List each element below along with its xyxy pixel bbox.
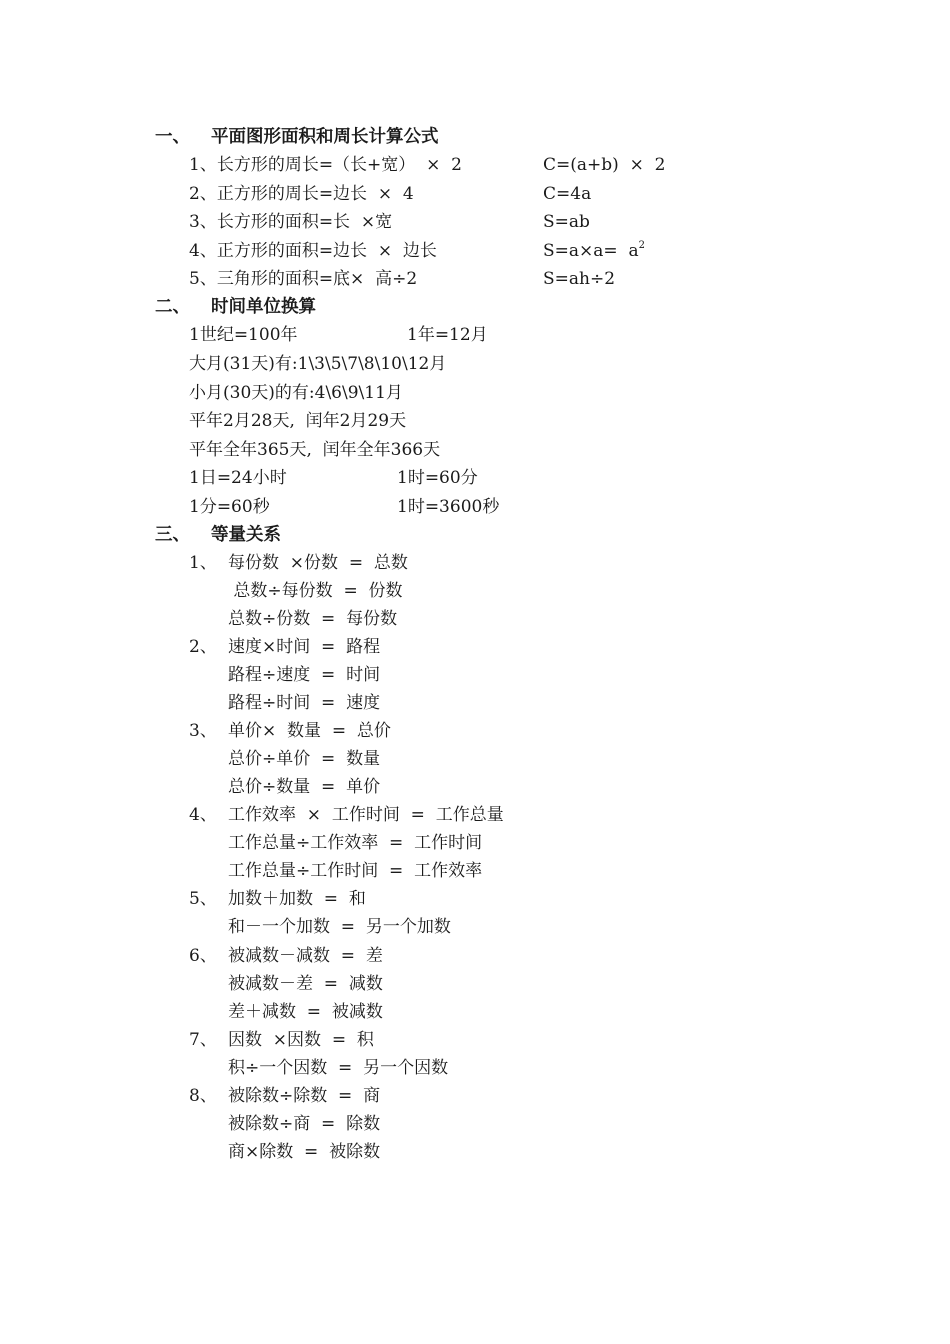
formula-text: 2、正方形的周长=边长 × 4	[189, 184, 414, 204]
section-number: 一、	[155, 127, 190, 147]
formula-text: 5、三角形的面积=底× 高÷2	[189, 269, 418, 289]
time-line: 1分=60秒	[189, 497, 270, 517]
relation-line: 单价× 数量 = 总价	[228, 721, 391, 741]
time-line: 1日=24小时	[189, 468, 287, 488]
time-line: 1时=60分	[397, 468, 478, 488]
section-number: 二、	[155, 297, 190, 317]
relation-number: 6、	[189, 946, 217, 966]
relation-line: 路程÷速度 = 时间	[228, 665, 381, 685]
relation-line: 被减数－差 = 减数	[228, 974, 383, 994]
formula-text: 4、正方形的面积=边长 × 边长	[189, 241, 437, 261]
relation-line: 被除数÷除数 = 商	[228, 1086, 381, 1106]
relation-line: 被减数－减数 = 差	[228, 946, 383, 966]
time-line: 1年=12月	[407, 325, 488, 345]
time-line: 大月(31天)有:1\3\5\7\8\10\12月	[189, 354, 447, 374]
formula-symbolic: C=(a+b) × 2	[543, 155, 666, 175]
relation-line: 和－一个加数 = 另一个加数	[228, 917, 451, 937]
formula-base: S=a×a= a	[543, 241, 639, 261]
relation-line: 路程÷时间 = 速度	[228, 693, 381, 713]
formula-text: 1、长方形的周长=（长+宽） × 2	[189, 155, 462, 175]
relation-number: 8、	[189, 1086, 217, 1106]
relation-line: 商×除数 = 被除数	[228, 1142, 381, 1162]
time-line: 1世纪=100年	[189, 325, 298, 345]
relation-number: 4、	[189, 805, 217, 825]
relation-number: 5、	[189, 889, 217, 909]
time-line: 平年全年365天, 闰年全年366天	[189, 440, 441, 460]
relation-line: 工作总量÷工作效率 = 工作时间	[228, 833, 483, 853]
section-number: 三、	[155, 525, 190, 545]
time-line: 平年2月28天, 闰年2月29天	[189, 411, 407, 431]
relation-line: 加数＋加数 = 和	[228, 889, 366, 909]
relation-number: 2、	[189, 637, 217, 657]
relation-line: 积÷一个因数 = 另一个因数	[228, 1058, 449, 1078]
relation-line: 因数 ×因数 = 积	[228, 1030, 374, 1050]
relation-line: 被除数÷商 = 除数	[228, 1114, 381, 1134]
relation-line: 总数÷份数 = 每份数	[228, 609, 398, 629]
relation-line: 速度×时间 = 路程	[228, 637, 381, 657]
relation-number: 3、	[189, 721, 217, 741]
section-title: 时间单位换算	[211, 297, 316, 317]
relation-line: 总价÷数量 = 单价	[228, 777, 381, 797]
formula-symbolic: S=ah÷2	[543, 269, 616, 289]
formula-symbolic	[543, 240, 645, 262]
formula-text: 3、长方形的面积=长 ×宽	[189, 212, 393, 232]
formula-exponent: 2	[638, 240, 645, 251]
relation-line: 差＋减数 = 被减数	[228, 1002, 383, 1022]
section-title: 平面图形面积和周长计算公式	[211, 127, 439, 147]
formula-symbolic: C=4a	[543, 184, 592, 204]
relation-line: 工作总量÷工作时间 = 工作效率	[228, 861, 483, 881]
relation-line: 总数÷每份数 = 份数	[228, 581, 403, 601]
relation-number: 1、	[189, 553, 217, 573]
relation-number: 7、	[189, 1030, 217, 1050]
relation-line: 每份数 ×份数 = 总数	[228, 553, 408, 573]
time-line: 小月(30天)的有:4\6\9\11月	[189, 383, 403, 403]
relation-line: 工作效率 × 工作时间 = 工作总量	[228, 805, 504, 825]
formula-symbolic: S=ab	[543, 212, 590, 232]
relation-line: 总价÷单价 = 数量	[228, 749, 381, 769]
time-line: 1时=3600秒	[397, 497, 500, 517]
section-title: 等量关系	[211, 525, 281, 545]
